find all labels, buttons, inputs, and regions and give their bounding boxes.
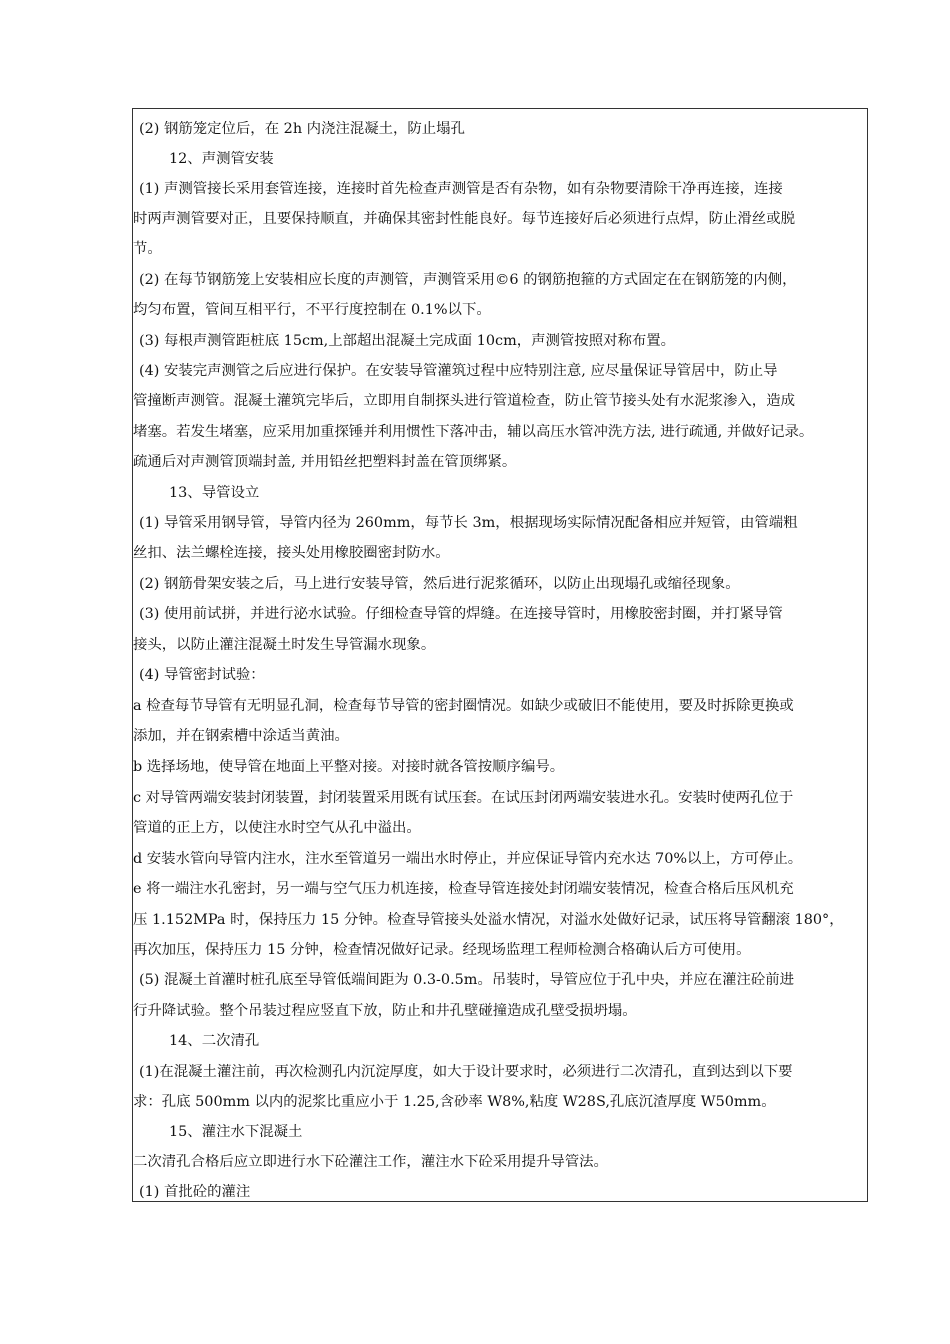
- section-heading: 12、声测管安装: [169, 151, 274, 167]
- text-line: e 将一端注水孔密封，另一端与空气压力机连接，检查导管连接处封闭端安装情况，检查合格后压风机充: [133, 881, 794, 897]
- text-line: 堵塞。若发生堵塞，应采用加重探锤并利用惯性下落冲击，辅以高压水管冲洗方法, 进行疏通, 并做好记录。: [133, 424, 814, 440]
- text-line: 添加，并在钢索槽中涂适当黄油。: [133, 728, 349, 744]
- text-line: (1) 首批砼的灌注: [139, 1184, 251, 1200]
- text-line: 管道的正上方，以使注水时空气从孔中溢出。: [133, 820, 421, 836]
- text-line: c 对导管两端安装封闭装置，封闭装置采用既有试压套。在试压封闭两端安装进水孔。安装时使两孔位于: [133, 790, 794, 806]
- text-line: 管撞断声测管。混凝土灌筑完毕后，立即用自制探头进行管道检查，防止管节接头处有水泥浆渗入，造成: [133, 393, 795, 409]
- text-line: 时两声测管要对正，且要保持顺直，并确保其密封性能良好。每节连接好后必须进行点焊，防止滑丝或脱: [133, 211, 795, 227]
- text-line: a 检查每节导管有无明显孔洞，检查每节导管的密封圈情况。如缺少或破旧不能使用，要及时拆除更换或: [133, 698, 794, 714]
- text-line: (2) 钢筋骨架安装之后，马上进行安装导管，然后进行泥浆循环，以防止出现塌孔或缩径现象。: [139, 576, 740, 592]
- text-line: (5) 混凝土首灌时桩孔底至导管低端间距为 0.3-0.5m。吊装时，导管应位于孔中央，并应在灌注砼前进: [139, 972, 795, 988]
- text-line: 节。: [133, 241, 162, 257]
- text-line: 再次加压，保持压力 15 分钟，检查情况做好记录。经现场监理工程师检测合格确认后方可使用。: [133, 942, 751, 958]
- text-line: d 安装水管向导管内注水，注水至管道另一端出水时停止，并应保证导管内充水达 70%以上，方可停止。: [133, 851, 803, 867]
- text-line: (1) 导管采用钢导管，导管内径为 260mm，每节长 3m，根据现场实际情况配备相应并短管，由管端粗: [139, 515, 798, 531]
- text-line: 求：孔底 500mm 以内的泥浆比重应小于 1.25,含砂率 W8%,粘度 W28S,孔底沉渣厚度 W50mm。: [133, 1094, 776, 1110]
- text-line: (1)在混凝土灌注前，再次检测孔内沉淀厚度，如大于设计要求时，必须进行二次清孔，直到达到以下要: [139, 1064, 793, 1080]
- section-heading: 14、二次清孔: [169, 1033, 260, 1049]
- text-line: (3) 使用前试拼，并进行泌水试验。仔细检查导管的焊缝。在连接导管时，用橡胶密封圈，并打紧导管: [139, 606, 783, 622]
- text-line: 接头，以防止灌注混凝土时发生导管漏水现象。: [133, 637, 436, 653]
- text-line: 丝扣、法兰螺栓连接，接头处用橡胶圈密封防水。: [133, 545, 450, 561]
- text-line: 疏通后对声测管顶端封盖, 并用铅丝把塑料封盖在管顶绑紧。: [133, 454, 517, 470]
- text-line: (3) 每根声测管距桩底 15cm,上部超出混凝土完成面 10cm，声测管按照对称布置。: [139, 333, 676, 349]
- document-table-cell: [132, 108, 868, 1202]
- text-line: b 选择场地，使导管在地面上平整对接。对接时就各管按顺序编号。: [133, 759, 565, 775]
- section-heading: 15、灌注水下混凝土: [169, 1124, 303, 1140]
- text-line: 行升降试验。整个吊装过程应竖直下放，防止和井孔壁碰撞造成孔壁受损坍塌。: [133, 1003, 637, 1019]
- text-line: (2) 在每节钢筋笼上安装相应长度的声测管，声测管采用©6 的钢筋抱箍的方式固定在在钢筋笼的内侧，: [139, 272, 797, 288]
- section-heading: 13、导管设立: [169, 485, 260, 501]
- text-line: 压 1.152MPa 时，保持压力 15 分钟。检查导管接头处溢水情况，对溢水处做好记录，试压将导管翻滚 180°，: [133, 912, 844, 928]
- text-line: (1) 声测管接长采用套管连接，连接时首先检查声测管是否有杂物，如有杂物要清除干净再连接，连接: [139, 181, 783, 197]
- text-line: (4) 导管密封试验：: [139, 667, 265, 683]
- text-line: (4) 安装完声测管之后应进行保护。在安装导管灌筑过程中应特别注意, 应尽量保证导管居中，防止导: [139, 363, 778, 379]
- text-line: 均匀布置，管间互相平行，不平行度控制在 0.1%以下。: [133, 302, 491, 318]
- text-line: 二次清孔合格后应立即进行水下砼灌注工作，灌注水下砼采用提升导管法。: [133, 1154, 608, 1170]
- text-line: (2) 钢筋笼定位后，在 2h 内浇注混凝土，防止塌孔: [139, 121, 465, 137]
